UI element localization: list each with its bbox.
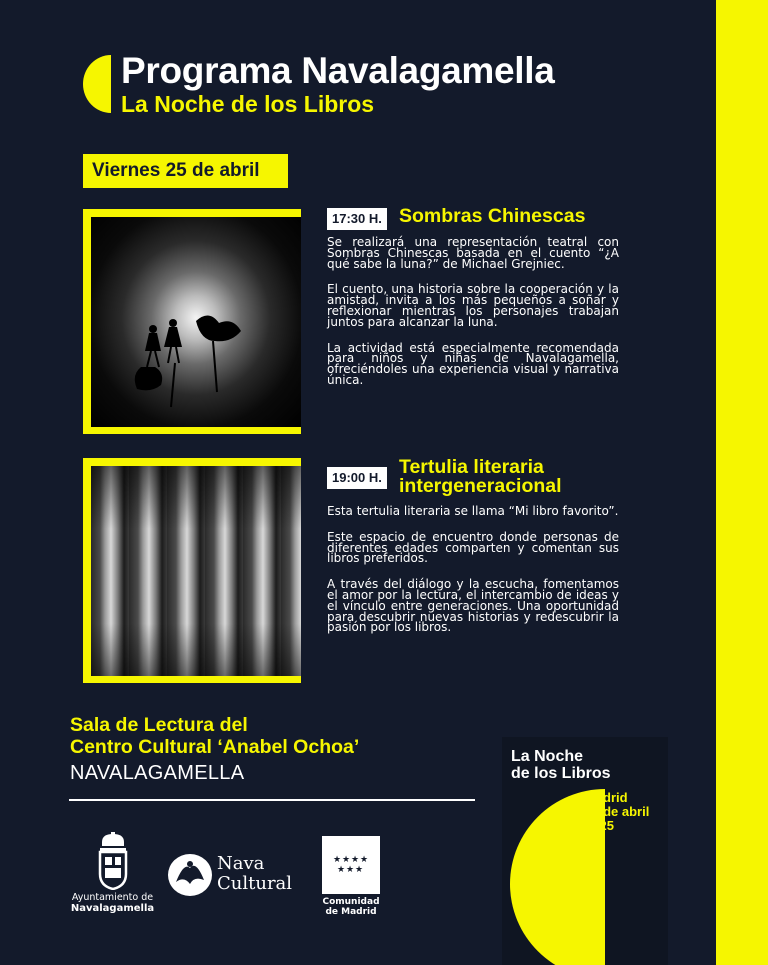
divider [69,799,475,801]
event-time-badge: 19:00 H. [327,467,387,489]
brand-title-line1: La Noche [511,748,584,765]
nava-cultural-word1: Nava [217,853,265,874]
event-description [327,237,619,401]
noche-libros-brand-box [502,737,668,965]
event-paragraph: El cuento, una historia sobre la cooperación y la amistad, invita a los más pequeños a soñar y reflexionar mientras los personajes trabajan juntos para alcanzar la luna. [327,282,619,329]
nava-cultural-word2: Cultural [217,873,293,894]
event-description [327,506,619,648]
event-title: Tertulia literaria intergeneracional [399,456,562,497]
svg-text:★: ★ [360,855,369,865]
shadow-puppets-photo-frame [83,209,301,434]
day-badge: Viernes 25 de abril [83,154,288,188]
comunidad-madrid-label-line2: de Madrid [325,907,377,917]
venue-name-line2: Centro Cultural ‘Anabel Ochoa’ [70,736,360,758]
ayuntamiento-logo [70,832,155,914]
brand-title-line2: de los Libros [511,765,611,782]
venue-town: NAVALAGAMELLA [70,762,245,784]
nava-cultural-emblem-icon [168,854,212,896]
venue-name-line1: Sala de Lectura del [70,714,248,736]
comunidad-madrid-logo [320,836,382,917]
brand-city: Madrid [585,790,628,805]
brand-title [511,748,611,782]
comunidad-madrid-label-line1: Comunidad [322,897,380,907]
svg-text:★: ★ [351,855,360,865]
brand-day: 25 de abril [585,804,650,819]
ayuntamiento-label-line1: Ayuntamiento de [71,892,154,903]
svg-text:★: ★ [346,865,355,874]
svg-text:★: ★ [355,865,364,874]
brand-year: 2025 [585,818,614,833]
puppet-silhouettes-icon [91,217,301,427]
books-photo-frame [83,458,301,683]
event-paragraph: A través del diálogo y la escucha, fomentamos el amor por la lectura, el intercambio de ideas y el vínculo entre generaciones. Una oportunidad para descubrir nuevas historias y redescubrir la pasión por los libros. [327,577,619,635]
coat-of-arms-icon [96,832,130,890]
ayuntamiento-label-line2: Navalagamella [70,903,155,914]
svg-text:★: ★ [337,865,346,874]
page-subtitle: La Noche de los Libros [121,91,375,117]
brand-date [585,791,649,833]
yellow-side-strip [716,0,768,965]
page-title: Programa Navalagamella [121,50,555,91]
svg-text:★: ★ [333,855,342,865]
stars-icon [333,854,369,874]
event-paragraph: Se realizará una representación teatral con Sombras Chinescas basada en el cuento “¿A qué sabe la luna?” de Michael Grejniec. [327,235,619,271]
books-photo [91,466,301,676]
shadow-puppets-photo [91,217,301,427]
svg-text:★: ★ [342,855,351,865]
nava-cultural-logo [168,852,303,898]
event-paragraph: La actividad está especialmente recomendada para niños y niñas de Navalagamella, ofreciéndoles una experiencia visual y narrativa única. [327,340,619,387]
event-title: Sombras Chinescas [399,205,586,227]
event-time-badge: 17:30 H. [327,208,387,230]
comunidad-madrid-emblem [322,836,380,894]
event-paragraph: Esta tertulia literaria se llama “Mi libro favorito”. [327,504,619,518]
event-paragraph: Este espacio de encuentro donde personas de diferentes edades comparten y comentan sus libros preferidos. [327,529,619,566]
